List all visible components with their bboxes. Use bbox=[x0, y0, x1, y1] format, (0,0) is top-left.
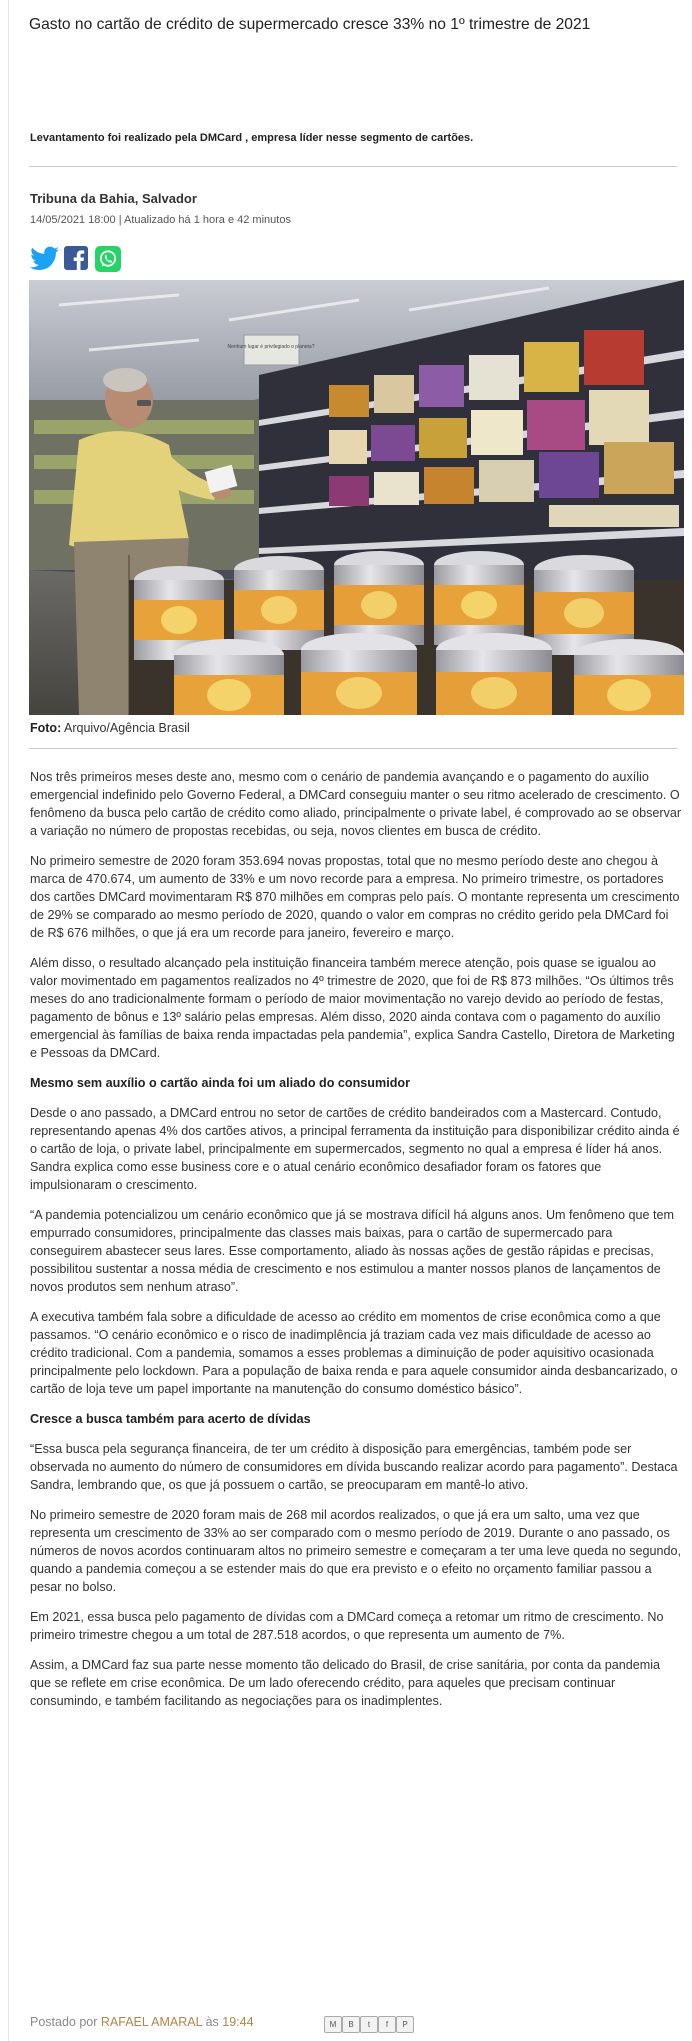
article-paragraph: “A pandemia potencializou um cenário econômico que já se mostrava difícil há alguns anos. Um fenômeno que tem empurrado consumidores, principalmente das classes mais baixas, para o cartão de supermercado para conseguirem abastecer seus lares. Esse comportamento, aliado às nossas ações de gestão rápidas e precisas, possibilitou sustentar a nossa média de crescimento e nos estimulou a manter nossos planos de lançamentos de novos produtos sem nenhum atraso”. bbox=[30, 1208, 675, 1294]
divider bbox=[29, 748, 677, 749]
article-dateline: 14/05/2021 18:00 | Atualizado há 1 hora e 42 minutos bbox=[30, 214, 291, 226]
divider bbox=[29, 166, 677, 167]
email-share-button[interactable] bbox=[324, 2016, 342, 2033]
photo-caption-label: Foto: bbox=[30, 721, 62, 735]
at-label: às bbox=[205, 2015, 219, 2029]
photo-caption bbox=[30, 721, 190, 735]
twitter-icon bbox=[30, 246, 60, 272]
facebook-share-button[interactable] bbox=[64, 246, 94, 273]
pinterest-share-button[interactable] bbox=[396, 2016, 414, 2033]
facebook-small-share-button[interactable] bbox=[378, 2016, 396, 2033]
post-time-link[interactable]: 19:44 bbox=[222, 2015, 254, 2029]
pinterest-icon: P bbox=[402, 2020, 408, 2029]
section-heading: Cresce a busca também para acerto de dívidas bbox=[30, 1412, 311, 1426]
article-headline: Gasto no cartão de crédito de supermercado cresce 33% no 1º trimestre de 2021 bbox=[29, 16, 591, 33]
article-paragraph: Desde o ano passado, a DMCard entrou no setor de cartões de crédito bandeirados com a Mastercard. Contudo, representando apenas 4% dos cartões ativos, a principal ferramenta da instituição para disponibilizar crédito ainda é o cartão de loja, o private label, principalmente em supermercados, segmento no qual a empresa é líder há anos. Sandra explica como esse business core e o atual cenário econômico desafiador foram os fatores que impulsionaram o crescimento. bbox=[30, 1106, 680, 1192]
article-paragraph: No primeiro semestre de 2020 foram mais de 268 mil acordos realizados, o que já era um salto, uma vez que representa um crescimento de 33% ao ser comparado com o mesmo período de 2019. Durante o ano passado, os números de novos acordos continuaram altos no primeiro semestre e começaram a ter uma leve queda no segundo, quando a pandemia começou a se estender mais do que era previsto e o efeito no orçamento familiar passou a pesar no bolso. bbox=[30, 1508, 682, 1594]
store-sign-text: Nenhum lugar é privilegiado o planeta? bbox=[227, 344, 315, 350]
article-paragraph: Além disso, o resultado alcançado pela instituição financeira também merece atenção, pois quase se igualou ao valor movimentado em pagamentos realizados no 4º trimestre de 2020, que foi de R$ 873 milhões. “Os últimos três meses do ano tradicionalmente formam o período de maior movimentação no varejo devido ao período de festas, pagamento de bônus e 13º salário pelas empresas. Além disso, 2020 ainda contava com o pagamento do auxílio emergencial às famílias de baixa renda impactadas pela pandemia”, explica Sandra Castello, Diretora de Marketing e Pessoas da DMCard. bbox=[30, 956, 675, 1060]
twitter-small-share-button[interactable] bbox=[360, 2016, 378, 2033]
facebook-icon bbox=[64, 246, 88, 270]
post-footer bbox=[30, 2015, 254, 2029]
facebook-small-icon: f bbox=[385, 2020, 389, 2029]
article-body bbox=[30, 768, 684, 1722]
article-paragraph: Em 2021, essa busca pelo pagamento de dívidas com a DMCard começa a retomar um ritmo de crescimento. No primeiro trimestre chegou a um total de 287.518 acordos, o que representa um aumento de 7%. bbox=[30, 1610, 664, 1642]
article-paragraph: A executiva também fala sobre a dificuldade de acesso ao crédito em momentos de crise econômica como a que passamos. “O cenário econômico e o risco de inadimplência já traziam cada vez mais dificuldade de acesso ao crédito tradicional. Com a pandemia, somamos a esses problemas a diminuição de poder aquisitivo ocasionada principalmente pelo lockdown. Para a população de baixa renda e para aquele consumidor ainda desbancarizado, o cartão de loja teve um papel importante na manutenção do consumo doméstico básico”. bbox=[30, 1310, 678, 1396]
section-heading: Mesmo sem auxílio o cartão ainda foi um aliado do consumidor bbox=[30, 1076, 410, 1090]
author-link[interactable]: RAFAEL AMARAL bbox=[100, 2015, 203, 2029]
article-subheadline: Levantamento foi realizado pela DMCard , empresa líder nesse segmento de cartões. bbox=[30, 132, 474, 144]
article-paragraph: Nos três primeiros meses deste ano, mesmo com o cenário de pandemia avançando e o pagamento do auxílio emergencial indefinido pelo Governo Federal, a DMCard conseguiu manter o seu ritmo acelerado de crescimento. O fenômeno da busca pelo cartão de crédito como aliado, principalmente o private label, é comprovado ao se observar a variação no número de propostas recebidas, ou seja, novos clientes em busca de crédito. bbox=[30, 770, 682, 838]
twitter-small-icon: t bbox=[367, 2020, 371, 2029]
photo-caption-text: Arquivo/Agência Brasil bbox=[61, 721, 190, 735]
article-paragraph: No primeiro semestre de 2020 foram 353.694 novas propostas, total que no mesmo período deste ano chegou à marca de 470.674, um aumento de 33% e um novo recorde para a empresa. No primeiro trimestre, os portadores dos cartões DMCard movimentaram R$ 870 milhões em compras pelo país. O montante representa um crescimento de 29% se comparado ao mesmo período de 2020, quando o valor em compras no crédito gerido pela DMCard foi de R$ 676 milhões, o que já era um recorde para janeiro, fevereiro e março. bbox=[30, 854, 680, 940]
posted-by-label: Postado por bbox=[30, 2015, 98, 2029]
whatsapp-icon bbox=[95, 246, 121, 272]
twitter-share-button[interactable] bbox=[30, 246, 60, 273]
whatsapp-share-button[interactable] bbox=[95, 246, 125, 273]
email-icon: M bbox=[329, 2020, 337, 2029]
article-paragraph: “Essa busca pela segurança financeira, de ter um crédito à disposição para emergências, também pode ser observada no aumento do número de consumidores em dívida buscando realizar acordo para pagamento”. Destaca Sandra, lembrando que, os que já possuem o cartão, se preocuparam em mantê-lo ativo. bbox=[30, 1442, 678, 1492]
article-photo bbox=[29, 280, 684, 715]
blog-icon: B bbox=[348, 2020, 354, 2029]
article-source: Tribuna da Bahia, Salvador bbox=[30, 191, 197, 206]
blog-share-button[interactable] bbox=[342, 2016, 360, 2033]
article-paragraph: Assim, a DMCard faz sua parte nesse momento tão delicado do Brasil, de crise sanitária, por conta da pandemia que se reflete em crise econômica. De um lado oferecendo crédito, para aqueles que precisam continuar consumindo, e também facilitando as negociações para os inadimplentes. bbox=[30, 1658, 661, 1708]
blog-post bbox=[8, 0, 690, 2041]
